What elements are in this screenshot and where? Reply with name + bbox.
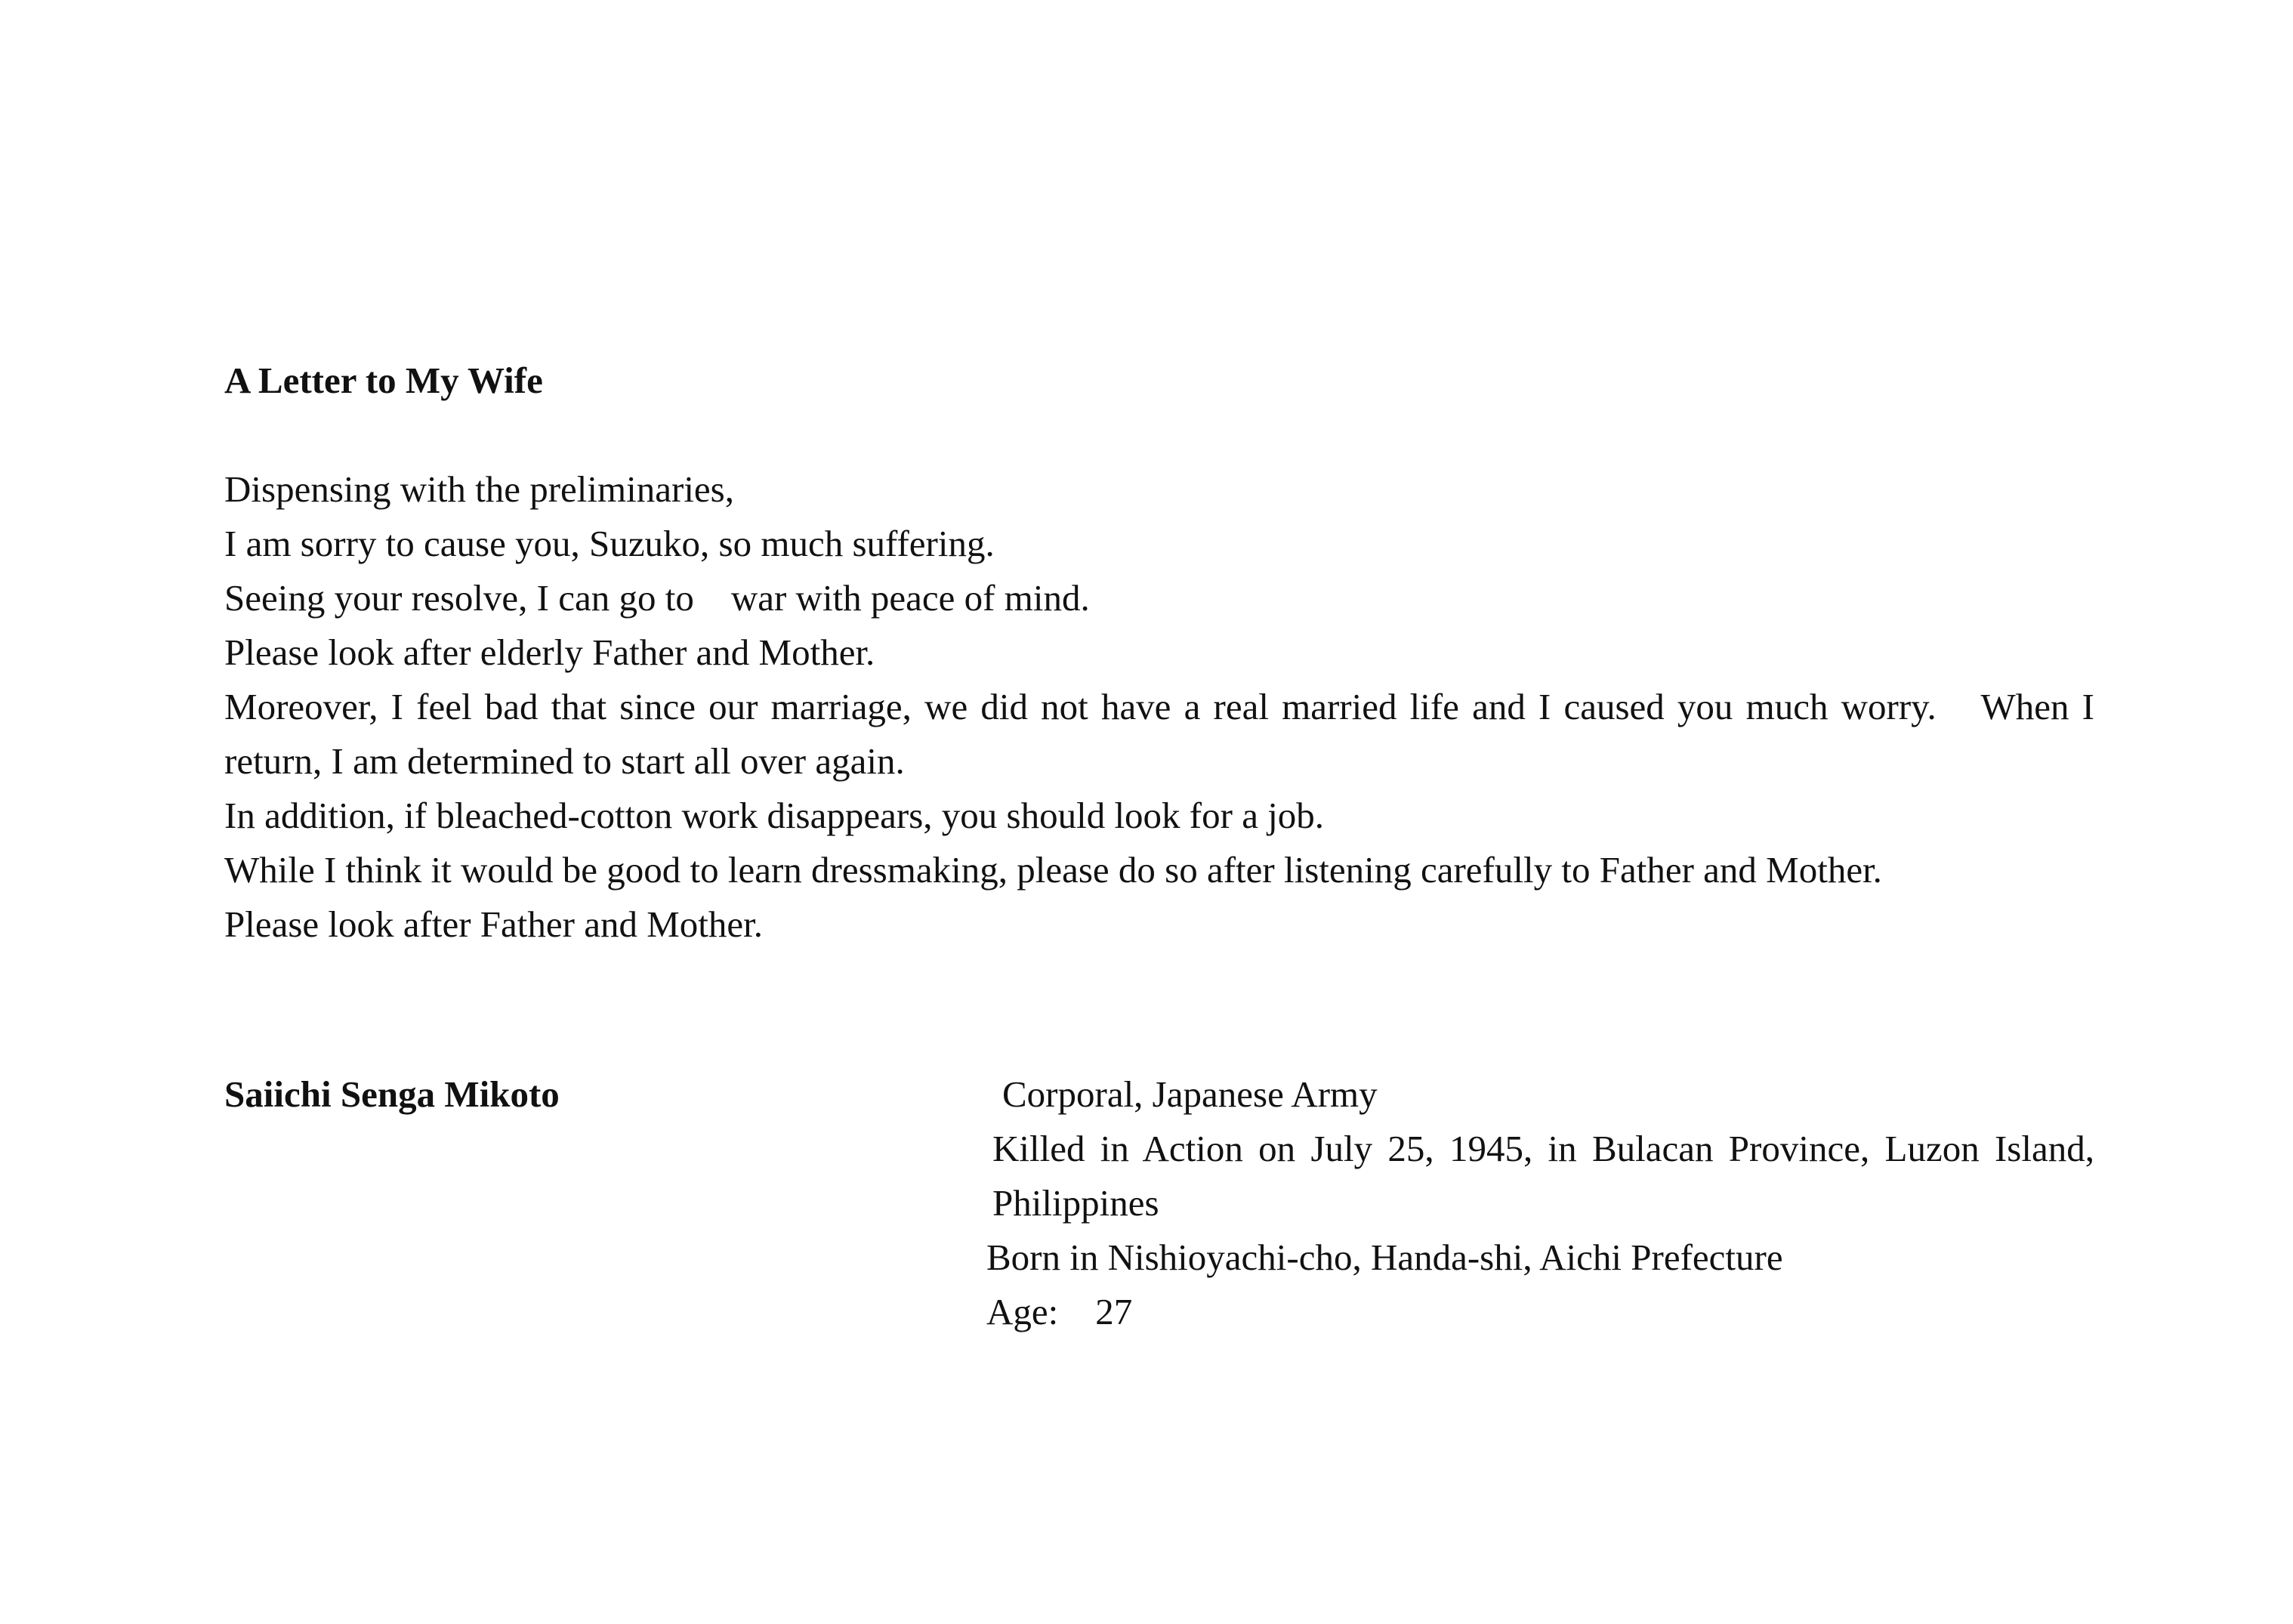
letter-paragraph: Moreover, I feel bad that since our marriage, we did not have a real married life and I caused you much worry. When I return, I am determined to start all over again. bbox=[224, 686, 2094, 782]
letter-paragraph: I am sorry to cause you, Suzuko, so much suffering. bbox=[224, 523, 995, 564]
letter-paragraph: In addition, if bleached-cotton work disappears, you should look for a job. bbox=[224, 795, 1325, 836]
letter-paragraph: Dispensing with the preliminaries, bbox=[224, 468, 734, 510]
author-name: Saiichi Senga Mikoto bbox=[224, 1073, 560, 1115]
letter-body bbox=[224, 462, 2094, 952]
author-death-info: Killed in Action on July 25, 1945, in Bulacan Province, Luzon Island, Philippines bbox=[992, 1128, 2094, 1224]
document-title: A Letter to My Wife bbox=[224, 360, 543, 401]
author-rank: Corporal, Japanese Army bbox=[1002, 1073, 1378, 1115]
author-birthplace: Born in Nishioyachi-cho, Handa-shi, Aichi Prefecture bbox=[986, 1237, 1783, 1278]
letter-paragraph: Please look after Father and Mother. bbox=[224, 903, 764, 945]
letter-paragraph: Please look after elderly Father and Mother. bbox=[224, 631, 875, 673]
author-age: Age: 27 bbox=[986, 1291, 1133, 1332]
letter-paragraph: Seeing your resolve, I can go to war with peace of mind. bbox=[224, 577, 1090, 619]
letter-paragraph: While I think it would be good to learn dressmaking, please do so after listening carefully to Father and Mother. bbox=[224, 849, 1882, 891]
